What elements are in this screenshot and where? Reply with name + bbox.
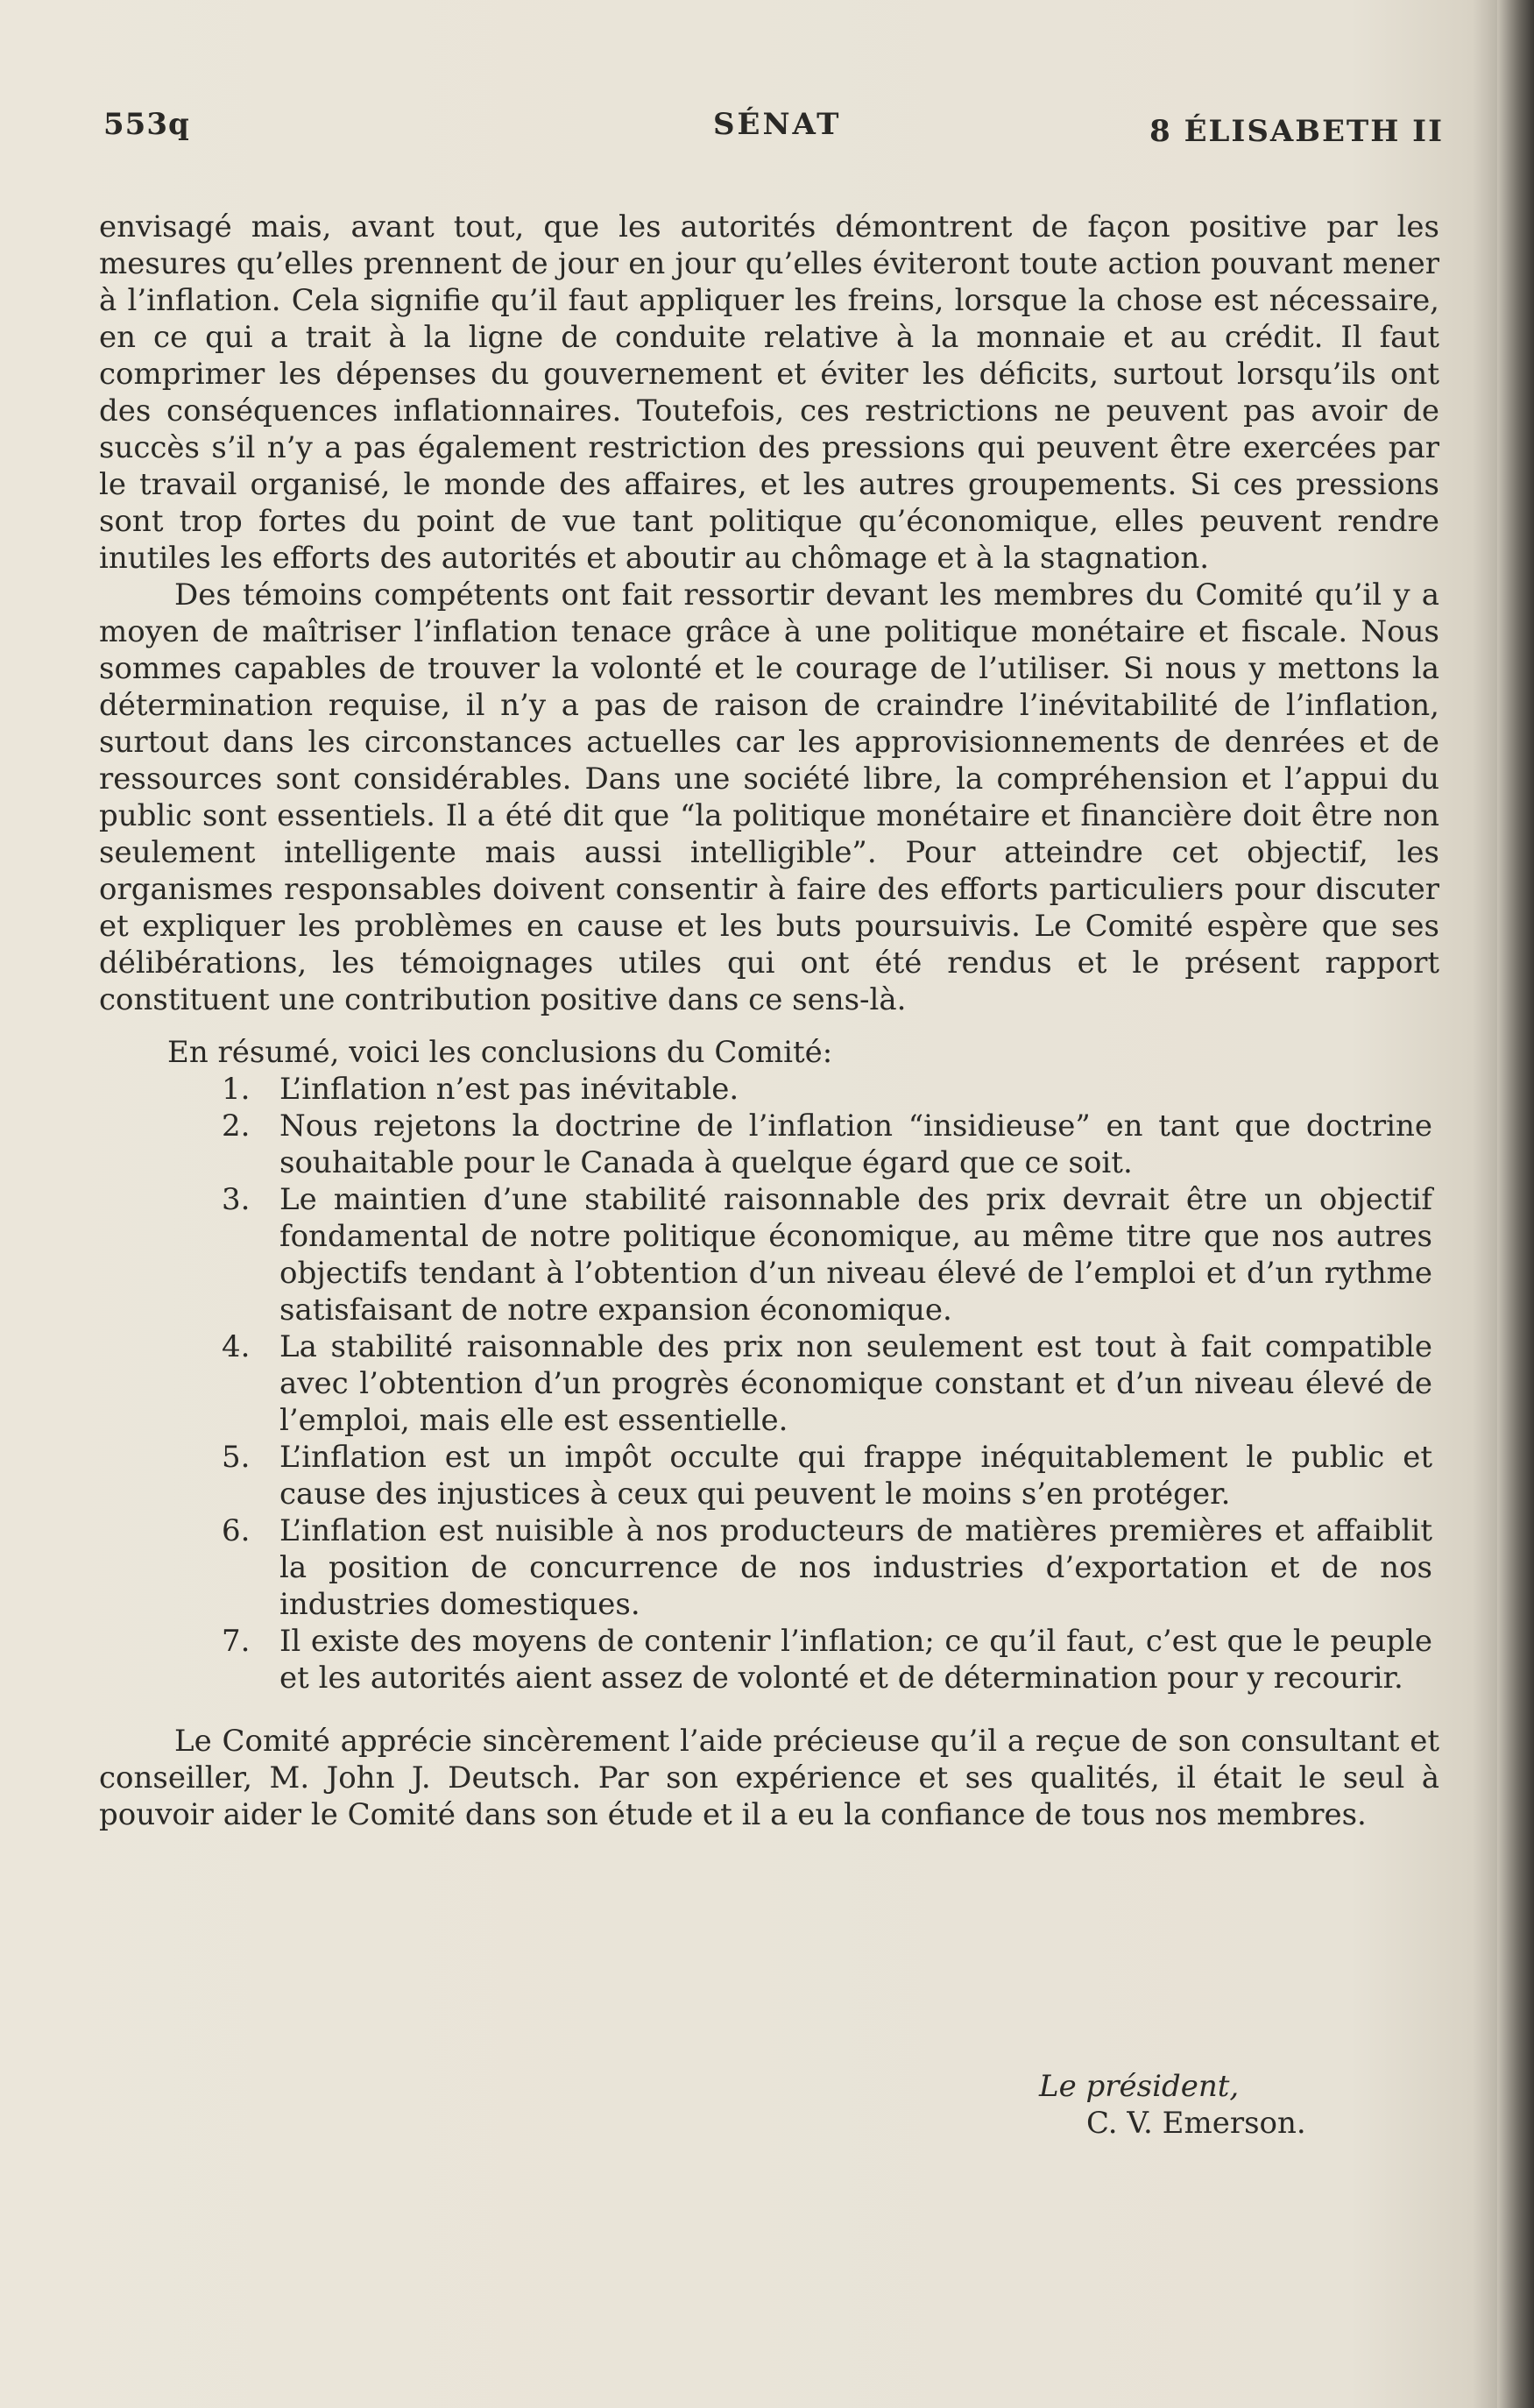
item-text: Nous rejetons la doctrine de l’inflation “insidieuse” en tant que doctrine souhaitable pour le Canada à quelque égard que ce soit. [279, 1108, 1432, 1180]
list-item [99, 1439, 1439, 1512]
list-item [99, 1328, 1439, 1439]
header-session: 8 ÉLISABETH II [1149, 114, 1444, 149]
item-number: 1. [222, 1072, 251, 1107]
list-item [99, 1623, 1439, 1696]
item-text: Il existe des moyens de contenir l’inflation; ce qu’il faut, c’est que le peuple et les autorités aient assez de volonté et de détermination pour y recourir. [279, 1624, 1432, 1696]
summary-intro: En résumé, voici les conclusions du Comité: [167, 1035, 833, 1070]
item-text: La stabilité raisonnable des prix non seulement est tout à fait compatible avec l’obtention d’un progrès économique constant et d’un niveau élevé de l’emploi, mais elle est essentielle. [279, 1329, 1432, 1438]
item-text: L’inflation n’est pas inévitable. [279, 1072, 739, 1107]
page-number: 553q [103, 107, 190, 142]
list-item [99, 1181, 1439, 1328]
item-number: 4. [222, 1329, 251, 1364]
report-body [99, 209, 1439, 1833]
list-item [99, 1071, 1439, 1108]
paragraph-witnesses: Des témoins compétents ont fait ressortir devant les membres du Comité qu’il y a moyen de maîtriser l’inflation tenace grâce à une politique monétaire et fiscale. Nous sommes capables de trouver la volonté et le courage de l’utiliser. Si nous y mettons la détermination requise, il n’y a pas de raison de craindre l’inévitabilité de l’inflation, surtout dans les circonstances actuelles car les approvisionnements de denrées et de ressources sont considérables. Dans une société libre, la compréhension et l’appui du public sont essentiels. Il a été dit que “la politique monétaire et financière doit être non seulement intelligente mais aussi intelligible”. Pour atteindre cet objectif, les organismes responsables doivent consentir à faire des efforts particuliers pour discuter et expliquer les problèmes en cause et les buts poursuivis. Le Comité espère que ses délibérations, les témoignages utiles qui ont été rendus et le présent rapport constituent une contribution positive dans ce sens-là. [99, 577, 1439, 1017]
signature-name: C. V. Emerson. [1086, 2106, 1306, 2141]
item-number: 7. [222, 1624, 251, 1659]
item-text: L’inflation est nuisible à nos producteurs de matières premières et affaiblit la position de concurrence de nos industries d’exportation et de nos industries domestiques. [279, 1513, 1432, 1622]
item-number: 3. [222, 1182, 251, 1217]
item-number: 5. [222, 1440, 251, 1475]
item-text: L’inflation est un impôt occulte qui frappe inéquitablement le public et cause des injustices à ceux qui peuvent le moins s’en protéger. [279, 1440, 1432, 1512]
running-header [103, 107, 1444, 151]
item-number: 6. [222, 1513, 251, 1548]
list-item [99, 1512, 1439, 1623]
paragraph-continued: envisagé mais, avant tout, que les autorités démontrent de façon positive par les mesures qu’elles prennent de jour en jour qu’elles éviteront toute action pouvant mener à l’inflation. Cela signifie qu’il faut appliquer les freins, lorsque la chose est nécessaire, en ce qui a trait à la ligne de conduite relative à la monnaie et au crédit. Il faut comprimer les dépenses du gouvernement et éviter les déficits, surtout lorsqu’ils ont des conséquences inflationnaires. Toutefois, ces restrictions ne peuvent pas avoir de succès s’il n’y a pas également restriction des pressions qui peuvent être exercées par le travail organisé, le monde des affaires, et les autres groupements. Si ces pressions sont trop fortes du point de vue tant politique qu’économique, elles peuvent rendre inutiles les efforts des autorités et aboutir au chômage et à la stagnation. [99, 209, 1439, 576]
list-item [99, 1108, 1439, 1181]
header-title: SÉNAT [713, 107, 842, 142]
conclusions-list [99, 1071, 1439, 1696]
signature-title: Le président, [1039, 2069, 1240, 2104]
item-number: 2. [222, 1108, 251, 1144]
item-text: Le maintien d’une stabilité raisonnable des prix devrait être un objectif fondamental de notre politique économique, au même titre que nos autres objectifs tendant à l’obtention d’un niveau élevé de l’emploi et d’un rythme satisfaisant de notre expansion économique. [279, 1182, 1432, 1328]
paragraph-acknowledgement: Le Comité apprécie sincèrement l’aide précieuse qu’il a reçue de son consultant et conseiller, M. John J. Deutsch. Par son expérience et ses qualités, il était le seul à pouvoir aider le Comité dans son étude et il a eu la confiance de tous nos membres. [99, 1724, 1439, 1832]
signature-block [1034, 2068, 1306, 2142]
page-binding-edge [1497, 0, 1534, 2408]
